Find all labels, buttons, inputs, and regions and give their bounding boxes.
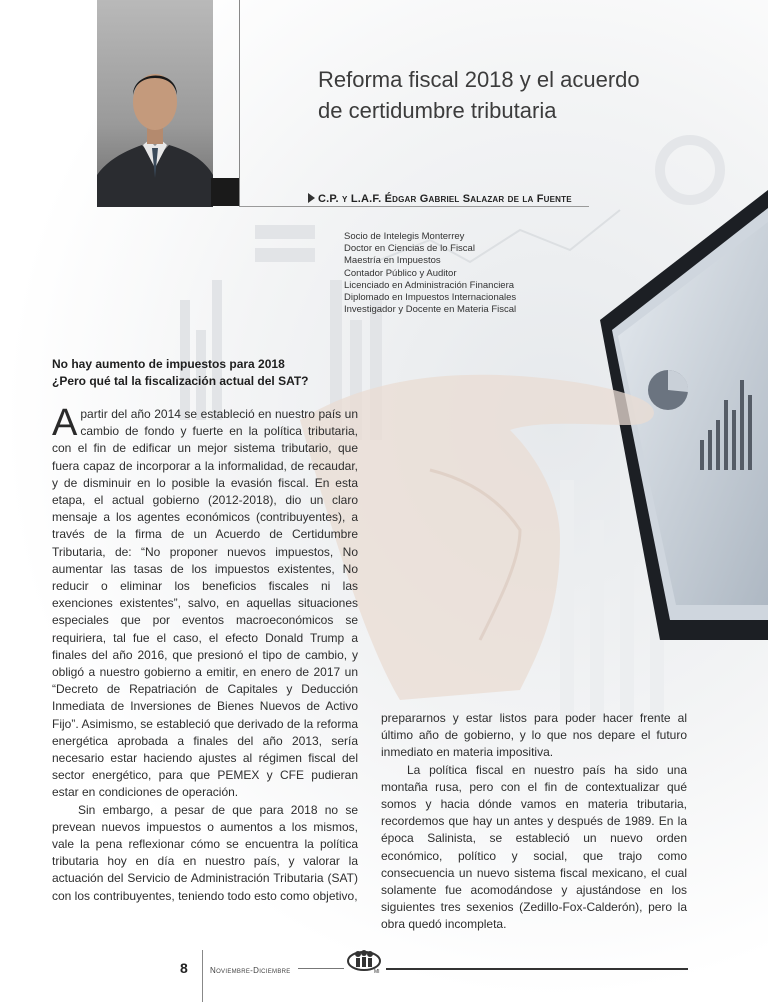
credential-item: Diplomado en Impuestos Internacionales xyxy=(344,292,517,304)
issue-label: Noviembre-Diciembre xyxy=(210,966,291,975)
paragraph: Sin embargo, a pesar de que para 2018 no se prevean nuevos impuestos o aumentos a los mismos, vale la pena reflexionar cómo se encuentra la política tributaria hoy en día en nuestro país, y valorar la actuación del Servicio de Administración Tributaria (SAT) con los contribuyentes, teniendo todo esto como objetivo, xyxy=(52,802,358,903)
svg-text:MI: MI xyxy=(374,969,380,974)
author-byline xyxy=(308,193,572,205)
subheading-line: ¿Pero qué tal la fiscalización actual del SAT? xyxy=(52,374,309,388)
magazine-logo xyxy=(346,948,382,974)
paragraph: La política fiscal en nuestro país ha sido una montaña rusa, pero con el fin de contextualizar qué somos y hacia dónde vamos en materia tributaria, recordemos que hay un antes y después de 1989. En la época Salinista, se estableció un nuevo orden económico, político y social, que trajo como consecuencia un nuevo sistema fiscal mexicano, el cual solamente fue acomodándose y ajustándose en los siguientes tres sexenios (Zedillo-Fox-Calderón), pero la obra quedó incompleta. xyxy=(381,762,687,932)
arrow-icon xyxy=(308,193,315,203)
drop-cap: A xyxy=(52,402,78,444)
text-column-left xyxy=(52,402,358,905)
article-subheading xyxy=(52,356,372,390)
divider xyxy=(239,0,240,207)
subheading-line: No hay aumento de impuestos para 2018 xyxy=(52,357,285,371)
paragraph-text: partir del año 2014 se estableció en nuestro país un cambio de fondo y fuerte en la política tributaria, con el fin de edificar un mejor sistema tributario, que fuera capaz de incorporar a la informalidad, de recaudar, y de disminuir en lo posible la evasión fiscal. En esta etapa, el actual gobierno (2012-2018), dio un claro mensaje a los agentes económicos (contribuyentes), a través de la firma de un Acuerdo de Certidumbre Tributaria, de: “No proponer nuevos impuestos, No aumentar las tasas de los impuestos existentes, No reducir o eliminar los beneficios fiscales ni las exenciones existentes”, salvo, en aquellas situaciones especiales que por eventos macroeconómicos se requiriera, tal fue el caso, el efecto Donald Trump a finales del año 2016, que presionó el tipo de cambio, y obligó a nuestro gobierno a emitir, en enero de 2017 un “Decreto de Repatriación de Capitales y Deducción Inmediata de Inversiones de Bienes Nuevos de Activo Fijo”. Asimismo, se estableció que derivado de la reforma energética aprobada a finales del año 2013, sería necesario estar haciendo ajustes al régimen fiscal del sector energético, para que PEMEX y CFE pudieran estar en condiciones de operación. xyxy=(52,407,358,800)
divider xyxy=(202,950,203,1002)
author-photo xyxy=(97,0,213,207)
divider xyxy=(239,206,589,207)
credential-item: Doctor en Ciencias de lo Fiscal xyxy=(344,243,475,255)
title-line: de certidumbre tributaria xyxy=(318,98,557,123)
decorative-block xyxy=(211,178,239,206)
credential-item: Socio de Intelegis Monterrey xyxy=(344,231,465,242)
author-name: C.P. y L.A.F. Édgar Gabriel Salazar de la Fuente xyxy=(318,193,572,205)
credential-item: Contador Público y Auditor xyxy=(344,267,457,279)
article-title xyxy=(318,64,738,126)
credential-item: Maestría en Impuestos xyxy=(344,255,441,267)
text-column-right xyxy=(381,710,687,934)
paragraph: prepararnos y estar listos para poder hacer frente al último año de gobierno, y lo que nos depare el futuro inmediato en materia impositiva. xyxy=(381,711,687,760)
divider xyxy=(298,968,344,969)
credential-item: Licenciado en Administración Financiera xyxy=(344,279,515,291)
credential-item: Investigador y Docente en Materia Fiscal xyxy=(344,304,517,316)
divider xyxy=(386,968,688,970)
page-number: 8 xyxy=(180,960,188,976)
author-credentials xyxy=(344,231,516,316)
title-line: Reforma fiscal 2018 y el acuerdo xyxy=(318,67,640,92)
paragraph xyxy=(52,402,358,802)
